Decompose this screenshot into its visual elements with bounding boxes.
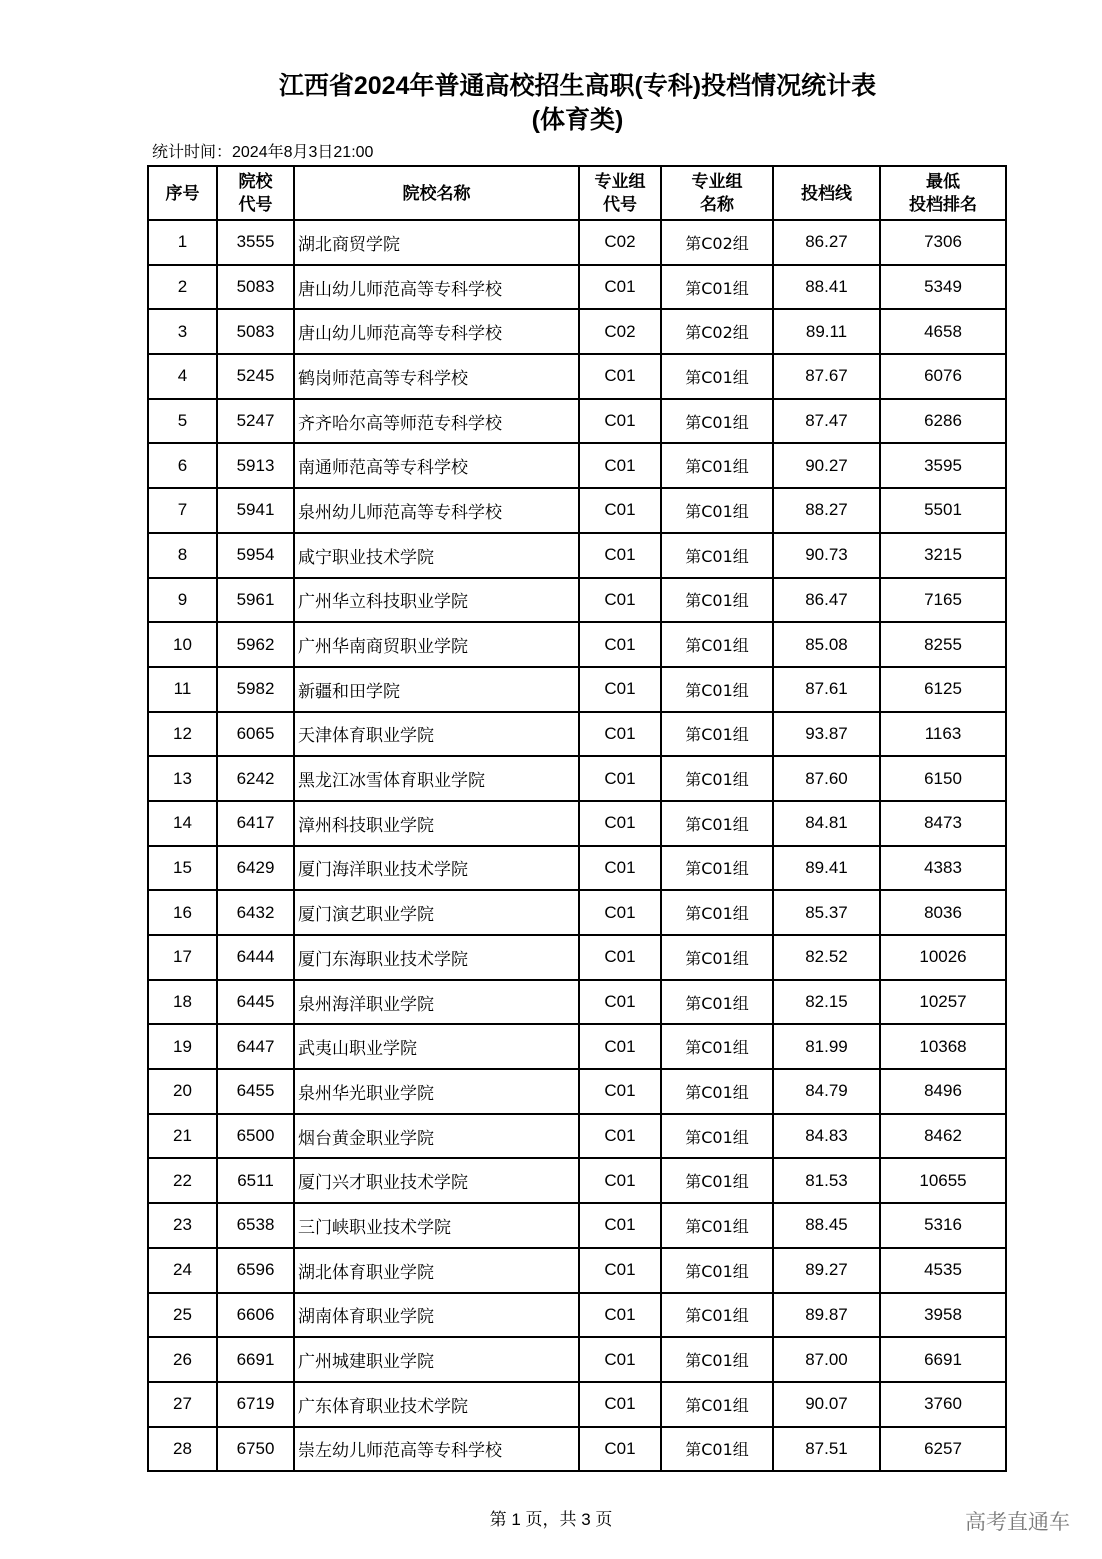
- cell-school-name: 黑龙江冰雪体育职业学院: [294, 756, 579, 801]
- cell-cutoff-score: 87.61: [773, 667, 880, 712]
- cell-seq: 17: [148, 935, 217, 980]
- table-row: [148, 443, 1006, 488]
- table-row: [148, 533, 1006, 578]
- document-subtitle: (体育类): [531, 106, 624, 134]
- cell-min-rank: 3958: [880, 1293, 1006, 1338]
- cell-group-code: C01: [579, 622, 661, 667]
- table-row: [148, 1293, 1006, 1338]
- header-school-code: 院校 代号: [217, 166, 294, 220]
- cell-cutoff-score: 86.27: [773, 220, 880, 265]
- cell-seq: 11: [148, 667, 217, 712]
- cell-seq: 28: [148, 1427, 217, 1472]
- cell-min-rank: 10655: [880, 1158, 1006, 1203]
- cell-cutoff-score: 89.41: [773, 846, 880, 891]
- cell-cutoff-score: 90.07: [773, 1382, 880, 1427]
- cell-group-name: 第C01组: [661, 1337, 773, 1382]
- cell-group-name: 第C01组: [661, 890, 773, 935]
- table-row: [148, 1114, 1006, 1159]
- table-row: [148, 1248, 1006, 1293]
- table-row: [148, 667, 1006, 712]
- cell-min-rank: 7306: [880, 220, 1006, 265]
- cell-group-code: C01: [579, 1248, 661, 1293]
- cell-group-code: C01: [579, 265, 661, 310]
- cell-group-name: 第C01组: [661, 533, 773, 578]
- cell-school-name: 厦门兴才职业技术学院: [294, 1158, 579, 1203]
- cell-seq: 27: [148, 1382, 217, 1427]
- table-row: [148, 935, 1006, 980]
- cell-cutoff-score: 89.87: [773, 1293, 880, 1338]
- cell-school-code: 5083: [217, 265, 294, 310]
- header-cutoff: 投档线: [773, 166, 880, 220]
- cell-school-code: 6242: [217, 756, 294, 801]
- cell-seq: 22: [148, 1158, 217, 1203]
- cell-school-code: 5954: [217, 533, 294, 578]
- cell-group-code: C01: [579, 1337, 661, 1382]
- table-row: [148, 846, 1006, 891]
- cell-seq: 13: [148, 756, 217, 801]
- stat-time: 统计时间：2024年8月3日21:00: [152, 144, 374, 161]
- table-row: [148, 1382, 1006, 1427]
- cell-school-code: 6691: [217, 1337, 294, 1382]
- table-row: [148, 1069, 1006, 1114]
- cell-cutoff-score: 86.47: [773, 578, 880, 623]
- cell-min-rank: 10368: [880, 1024, 1006, 1069]
- cell-min-rank: 10257: [880, 980, 1006, 1025]
- cell-school-code: 5247: [217, 399, 294, 444]
- cell-cutoff-score: 88.45: [773, 1203, 880, 1248]
- cell-school-code: 6750: [217, 1427, 294, 1472]
- cell-min-rank: 8036: [880, 890, 1006, 935]
- cell-min-rank: 6076: [880, 354, 1006, 399]
- cell-school-name: 咸宁职业技术学院: [294, 533, 579, 578]
- cell-seq: 10: [148, 622, 217, 667]
- cell-school-code: 5982: [217, 667, 294, 712]
- page-indicator: 第 1 页，共 3 页: [489, 1510, 613, 1529]
- header-min-rank: 最低 投档排名: [880, 166, 1006, 220]
- cell-school-code: 3555: [217, 220, 294, 265]
- cell-min-rank: 5501: [880, 488, 1006, 533]
- table-row: [148, 265, 1006, 310]
- cell-school-code: 6429: [217, 846, 294, 891]
- cell-min-rank: 3760: [880, 1382, 1006, 1427]
- cell-group-code: C01: [579, 712, 661, 757]
- table-row: [148, 890, 1006, 935]
- cell-school-name: 崇左幼儿师范高等专科学校: [294, 1427, 579, 1472]
- cell-seq: 14: [148, 801, 217, 846]
- cell-school-name: 广州华南商贸职业学院: [294, 622, 579, 667]
- cell-min-rank: 6691: [880, 1337, 1006, 1382]
- cell-min-rank: 4535: [880, 1248, 1006, 1293]
- cell-school-name: 唐山幼儿师范高等专科学校: [294, 265, 579, 310]
- cell-group-code: C01: [579, 1203, 661, 1248]
- cell-cutoff-score: 88.41: [773, 265, 880, 310]
- cell-min-rank: 3215: [880, 533, 1006, 578]
- cell-min-rank: 8462: [880, 1114, 1006, 1159]
- cell-school-code: 5962: [217, 622, 294, 667]
- cell-school-code: 6447: [217, 1024, 294, 1069]
- cell-school-code: 5941: [217, 488, 294, 533]
- cell-min-rank: 4658: [880, 309, 1006, 354]
- cell-group-name: 第C01组: [661, 1114, 773, 1159]
- cell-seq: 5: [148, 399, 217, 444]
- cell-school-code: 6417: [217, 801, 294, 846]
- table-row: [148, 309, 1006, 354]
- cell-min-rank: 8496: [880, 1069, 1006, 1114]
- cell-seq: 20: [148, 1069, 217, 1114]
- cell-group-code: C01: [579, 1293, 661, 1338]
- cell-school-code: 6445: [217, 980, 294, 1025]
- cell-group-name: 第C01组: [661, 1248, 773, 1293]
- cell-group-code: C01: [579, 443, 661, 488]
- cell-min-rank: 1163: [880, 712, 1006, 757]
- cell-cutoff-score: 85.37: [773, 890, 880, 935]
- cell-school-code: 5961: [217, 578, 294, 623]
- cell-school-name: 厦门演艺职业学院: [294, 890, 579, 935]
- cell-min-rank: 6150: [880, 756, 1006, 801]
- cell-group-code: C01: [579, 980, 661, 1025]
- cell-min-rank: 5349: [880, 265, 1006, 310]
- cell-seq: 23: [148, 1203, 217, 1248]
- table-row: [148, 354, 1006, 399]
- cell-group-name: 第C02组: [661, 309, 773, 354]
- table-row: [148, 712, 1006, 757]
- table-row: [148, 1337, 1006, 1382]
- cell-group-name: 第C01组: [661, 578, 773, 623]
- table-row: [148, 399, 1006, 444]
- cell-school-code: 6432: [217, 890, 294, 935]
- cell-cutoff-score: 84.81: [773, 801, 880, 846]
- cell-cutoff-score: 87.00: [773, 1337, 880, 1382]
- cell-school-code: 6538: [217, 1203, 294, 1248]
- cell-seq: 1: [148, 220, 217, 265]
- cell-group-code: C01: [579, 890, 661, 935]
- cell-cutoff-score: 87.51: [773, 1427, 880, 1472]
- cell-school-name: 广州华立科技职业学院: [294, 578, 579, 623]
- cell-school-name: 武夷山职业学院: [294, 1024, 579, 1069]
- cell-cutoff-score: 90.73: [773, 533, 880, 578]
- table-row: [148, 1024, 1006, 1069]
- cell-min-rank: 4383: [880, 846, 1006, 891]
- cell-school-code: 6500: [217, 1114, 294, 1159]
- cell-seq: 19: [148, 1024, 217, 1069]
- header-group-code: 专业组 代号: [579, 166, 661, 220]
- cell-group-name: 第C01组: [661, 622, 773, 667]
- cell-min-rank: 6257: [880, 1427, 1006, 1472]
- cell-min-rank: 8255: [880, 622, 1006, 667]
- cell-group-name: 第C01组: [661, 801, 773, 846]
- cell-cutoff-score: 89.11: [773, 309, 880, 354]
- cell-cutoff-score: 87.67: [773, 354, 880, 399]
- table-row: [148, 756, 1006, 801]
- cell-group-code: C01: [579, 533, 661, 578]
- cell-group-code: C01: [579, 1427, 661, 1472]
- cell-cutoff-score: 81.53: [773, 1158, 880, 1203]
- cell-seq: 8: [148, 533, 217, 578]
- table-row: [148, 622, 1006, 667]
- cell-group-code: C01: [579, 756, 661, 801]
- cell-seq: 12: [148, 712, 217, 757]
- cell-group-name: 第C01组: [661, 1024, 773, 1069]
- cell-group-code: C01: [579, 399, 661, 444]
- cell-group-code: C01: [579, 1382, 661, 1427]
- cell-school-name: 泉州华光职业学院: [294, 1069, 579, 1114]
- brand-watermark: 高考直通车: [965, 1511, 1070, 1534]
- cell-cutoff-score: 85.08: [773, 622, 880, 667]
- cell-school-code: 6455: [217, 1069, 294, 1114]
- cell-group-name: 第C01组: [661, 980, 773, 1025]
- header-group-name: 专业组 名称: [661, 166, 773, 220]
- cell-school-name: 漳州科技职业学院: [294, 801, 579, 846]
- cell-school-name: 天津体育职业学院: [294, 712, 579, 757]
- cell-cutoff-score: 84.83: [773, 1114, 880, 1159]
- cell-school-code: 5245: [217, 354, 294, 399]
- cell-group-name: 第C01组: [661, 1203, 773, 1248]
- cell-group-name: 第C01组: [661, 354, 773, 399]
- cell-group-code: C01: [579, 1024, 661, 1069]
- document-title: 江西省2024年普通高校招生高职(专科)投档情况统计表: [278, 72, 877, 100]
- cell-seq: 18: [148, 980, 217, 1025]
- cell-school-code: 6596: [217, 1248, 294, 1293]
- cell-cutoff-score: 82.52: [773, 935, 880, 980]
- cell-cutoff-score: 88.27: [773, 488, 880, 533]
- cell-school-name: 厦门东海职业技术学院: [294, 935, 579, 980]
- cell-school-name: 唐山幼儿师范高等专科学校: [294, 309, 579, 354]
- cell-group-name: 第C01组: [661, 1293, 773, 1338]
- cell-school-name: 广州城建职业学院: [294, 1337, 579, 1382]
- cell-cutoff-score: 89.27: [773, 1248, 880, 1293]
- cell-school-code: 6065: [217, 712, 294, 757]
- cell-group-name: 第C01组: [661, 488, 773, 533]
- cell-seq: 4: [148, 354, 217, 399]
- cell-group-code: C01: [579, 1158, 661, 1203]
- cell-group-code: C01: [579, 667, 661, 712]
- cell-seq: 3: [148, 309, 217, 354]
- cell-group-name: 第C01组: [661, 846, 773, 891]
- header-seq: 序号: [148, 166, 217, 220]
- cell-school-name: 南通师范高等专科学校: [294, 443, 579, 488]
- cell-min-rank: 10026: [880, 935, 1006, 980]
- cell-group-code: C01: [579, 846, 661, 891]
- cell-seq: 7: [148, 488, 217, 533]
- cell-school-name: 湖南体育职业学院: [294, 1293, 579, 1338]
- cell-group-code: C02: [579, 220, 661, 265]
- cell-school-name: 烟台黄金职业学院: [294, 1114, 579, 1159]
- cell-group-name: 第C01组: [661, 265, 773, 310]
- table-row: [148, 578, 1006, 623]
- cell-seq: 26: [148, 1337, 217, 1382]
- table-row: [148, 1158, 1006, 1203]
- cell-group-name: 第C01组: [661, 1427, 773, 1472]
- cell-min-rank: 6125: [880, 667, 1006, 712]
- cell-group-code: C02: [579, 309, 661, 354]
- cell-group-code: C01: [579, 488, 661, 533]
- cell-group-name: 第C01组: [661, 756, 773, 801]
- cell-school-name: 广东体育职业技术学院: [294, 1382, 579, 1427]
- cell-cutoff-score: 90.27: [773, 443, 880, 488]
- cell-school-code: 6444: [217, 935, 294, 980]
- cell-seq: 25: [148, 1293, 217, 1338]
- cell-cutoff-score: 82.15: [773, 980, 880, 1025]
- cell-school-name: 三门峡职业技术学院: [294, 1203, 579, 1248]
- cell-seq: 9: [148, 578, 217, 623]
- cell-group-name: 第C01组: [661, 667, 773, 712]
- cell-school-code: 5913: [217, 443, 294, 488]
- cell-school-code: 5083: [217, 309, 294, 354]
- cell-school-name: 鹤岗师范高等专科学校: [294, 354, 579, 399]
- cell-group-name: 第C01组: [661, 1382, 773, 1427]
- cell-school-name: 湖北体育职业学院: [294, 1248, 579, 1293]
- cell-min-rank: 7165: [880, 578, 1006, 623]
- cell-school-code: 6606: [217, 1293, 294, 1338]
- cell-group-name: 第C01组: [661, 712, 773, 757]
- header-school-name: 院校名称: [294, 166, 579, 220]
- table-row: [148, 980, 1006, 1025]
- cell-cutoff-score: 81.99: [773, 1024, 880, 1069]
- cell-group-code: C01: [579, 801, 661, 846]
- cell-school-name: 厦门海洋职业技术学院: [294, 846, 579, 891]
- cell-school-code: 6719: [217, 1382, 294, 1427]
- table-row: [148, 488, 1006, 533]
- table-row: [148, 220, 1006, 265]
- cell-cutoff-score: 84.79: [773, 1069, 880, 1114]
- cell-school-name: 泉州海洋职业学院: [294, 980, 579, 1025]
- cell-group-code: C01: [579, 935, 661, 980]
- cell-group-code: C01: [579, 1069, 661, 1114]
- cell-school-name: 泉州幼儿师范高等专科学校: [294, 488, 579, 533]
- cell-min-rank: 8473: [880, 801, 1006, 846]
- cell-cutoff-score: 87.47: [773, 399, 880, 444]
- cell-min-rank: 6286: [880, 399, 1006, 444]
- cell-min-rank: 5316: [880, 1203, 1006, 1248]
- table-header-row: [148, 166, 1006, 220]
- cell-cutoff-score: 93.87: [773, 712, 880, 757]
- cell-seq: 24: [148, 1248, 217, 1293]
- cell-cutoff-score: 87.60: [773, 756, 880, 801]
- cell-school-code: 6511: [217, 1158, 294, 1203]
- cell-school-name: 湖北商贸学院: [294, 220, 579, 265]
- table-row: [148, 1203, 1006, 1248]
- cell-group-name: 第C02组: [661, 220, 773, 265]
- cell-school-name: 齐齐哈尔高等师范专科学校: [294, 399, 579, 444]
- cell-group-name: 第C01组: [661, 443, 773, 488]
- cell-group-code: C01: [579, 578, 661, 623]
- cell-seq: 6: [148, 443, 217, 488]
- cell-group-code: C01: [579, 1114, 661, 1159]
- cell-group-name: 第C01组: [661, 399, 773, 444]
- cell-school-name: 新疆和田学院: [294, 667, 579, 712]
- cell-seq: 16: [148, 890, 217, 935]
- table-row: [148, 801, 1006, 846]
- cell-seq: 15: [148, 846, 217, 891]
- cell-seq: 2: [148, 265, 217, 310]
- cell-seq: 21: [148, 1114, 217, 1159]
- cell-min-rank: 3595: [880, 443, 1006, 488]
- admission-table: [147, 165, 1007, 1472]
- cell-group-code: C01: [579, 354, 661, 399]
- cell-group-name: 第C01组: [661, 935, 773, 980]
- cell-group-name: 第C01组: [661, 1069, 773, 1114]
- table-row: [148, 1427, 1006, 1472]
- cell-group-name: 第C01组: [661, 1158, 773, 1203]
